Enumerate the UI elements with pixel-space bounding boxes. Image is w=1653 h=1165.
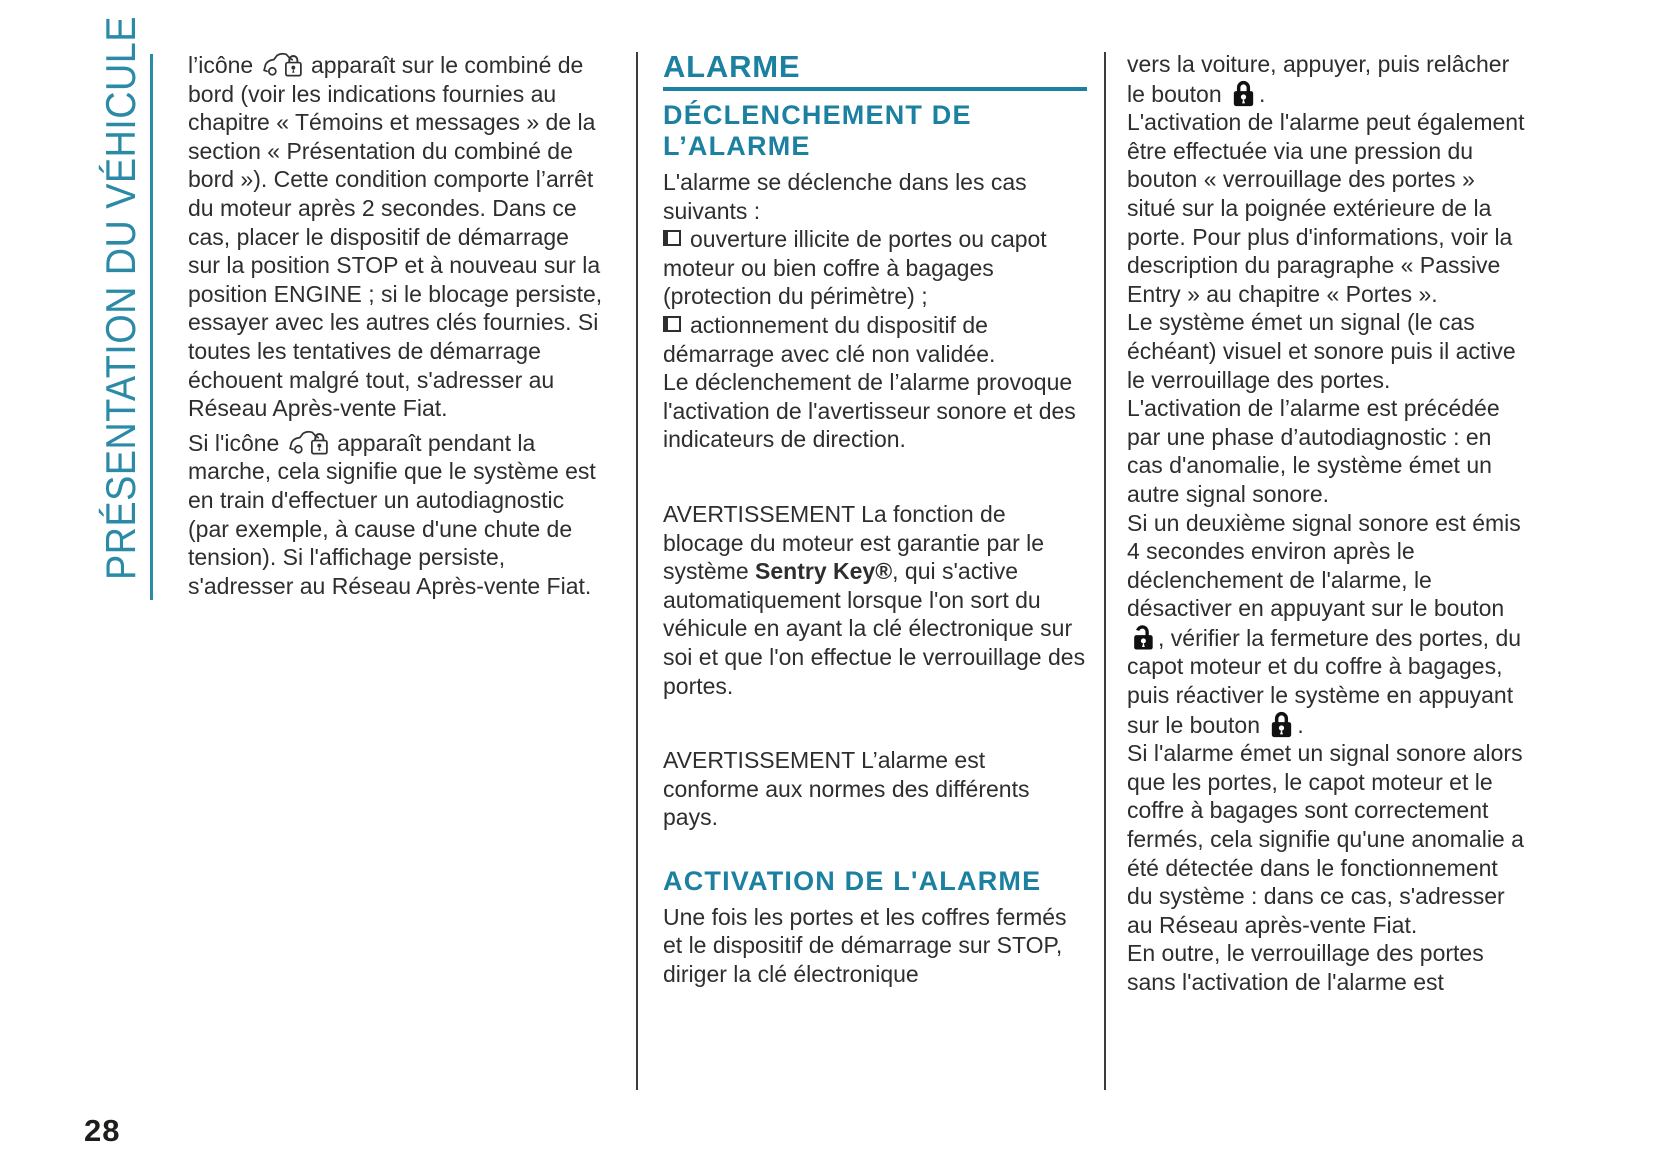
bullet-item: [663, 311, 1087, 368]
paragraph: En outre, le verrouillage des portes sans l'activation de l'alarme est: [1127, 940, 1484, 995]
square-bullet-icon: [663, 316, 681, 332]
paragraph: L'alarme se déclenche dans les cas suivants :: [663, 169, 1027, 224]
paragraph: [188, 50, 603, 423]
text-run: vers la voiture, appuyer, puis relâcher le bouton: [1127, 51, 1510, 107]
text-run: AVERTISSEMENT La fonction de blocage du moteur est garantie par le système: [663, 500, 1045, 585]
chapter-sidebar-label: PRÉSENTATION DU VÉHICULE: [97, 16, 144, 580]
warning-paragraph: [663, 500, 1087, 700]
text-run: .: [1297, 711, 1304, 738]
warning-paragraph: AVERTISSEMENT L’alarme est conforme aux normes des différents pays.: [663, 747, 1030, 831]
paragraph: Le déclenchement de l’alarme provoque l'activation de l'avertisseur sonore et des indicateurs de direction.: [663, 369, 1076, 453]
column-left: [188, 50, 603, 600]
text-run: Si un deuxième signal sonore est émis 4 secondes environ après le déclenchement de l'alarme, le désactiver en appuyant sur le bouton: [1127, 509, 1521, 622]
paragraph: Si l'alarme émet un signal sonore alors que les portes, le capot moteur et le coffre à bagages sont correctement fermés, cela signifie qu'une anomalie a été détectée dans le fonctionnement du système : dans ce cas, s'adresser au Réseau après-vente Fiat.: [1127, 740, 1524, 938]
text-run: , vérifier la fermeture des portes, du capot moteur et du coffre à bagages, puis réactiver le système en appuyant sur le bouton: [1127, 624, 1522, 738]
padlock-open-icon: [1130, 623, 1155, 652]
car-with-padlock-icon: [262, 50, 303, 79]
paragraph: Une fois les portes et les coffres fermés et le dispositif de démarrage sur STOP, diriger la clé électronique: [663, 903, 1067, 988]
column-right: [1127, 50, 1527, 997]
paragraph: [188, 428, 603, 601]
section-title-rule: [663, 87, 1087, 91]
bullet-item: [663, 225, 1087, 311]
column-divider-left: [636, 52, 638, 1090]
padlock-closed-icon: [1269, 710, 1294, 739]
column-divider-right: [1104, 52, 1106, 1090]
text-run: l’icône: [188, 52, 260, 78]
padlock-closed-icon: [1231, 79, 1256, 108]
page-number: 28: [84, 1113, 121, 1148]
text-run: actionnement du dispositif de démarrage avec clé non validée.: [663, 311, 996, 367]
bold-text-sentry-key: Sentry Key®: [755, 558, 893, 585]
section-title: ALARME: [663, 49, 801, 84]
sidebar-rule: [150, 54, 153, 600]
paragraph: L'activation de l’alarme est précédée par une phase d’autodiagnostic : en cas d'anomalie, le système émet un autre signal sonore.: [1127, 395, 1500, 507]
paragraph: [1127, 50, 1527, 108]
paragraph: Le système émet un signal (le cas échéant) visuel et sonore puis il active le verrouillage des portes.: [1127, 309, 1516, 393]
text-run: Si l'icône: [188, 429, 286, 456]
subsection-heading-declenchement: DÉCLENCHEMENT DE L’ALARME: [663, 100, 972, 161]
text-run: apparaît pendant la marche, cela signifie que le système est en train d'effectuer un autodiagnostic (par exemple, à cause d'une chute de tension). Si l'affichage persiste, s'adresser au Réseau Après-vente Fiat.: [188, 429, 596, 599]
column-middle: [663, 50, 1087, 989]
paragraph: L'activation de l'alarme peut également être effectuée via une pression du bouton « verrouillage des portes » situé sur la poignée extérieure de la porte. Pour plus d'informations, voir la description du paragraphe « Passive Entry » au chapitre « Portes ».: [1127, 109, 1525, 307]
text-run: ouverture illicite de portes ou capot moteur ou bien coffre à bagages (protection du périmètre) ;: [663, 226, 1047, 310]
car-with-padlock-icon: [288, 428, 329, 457]
text-run: apparaît sur le combiné de bord (voir les indications fournies au chapitre « Témoins et messages » de la section « Présentation du combiné de bord »). Cette condition comporte l’arrêt du moteur après 2 secondes. Dans ce cas, placer le dispositif de démarrage sur la position STOP et à nouveau sur la position ENGINE ; si le blocage persiste, essayer avec les autres clés fournies. Si toutes les tentatives de démarrage échouent malgré tout, s'adresser au Réseau Après-vente Fiat.: [188, 52, 603, 422]
paragraph: [1127, 509, 1527, 740]
text-run: , qui s'active automatiquement lorsque l'on sort du véhicule en ayant la clé électronique sur soi et que l'on effectue le verrouillage des portes.: [663, 558, 1086, 699]
subsection-heading-activation: ACTIVATION DE L'ALARME: [663, 865, 1042, 896]
square-bullet-icon: [663, 230, 681, 246]
text-run: .: [1259, 80, 1266, 107]
